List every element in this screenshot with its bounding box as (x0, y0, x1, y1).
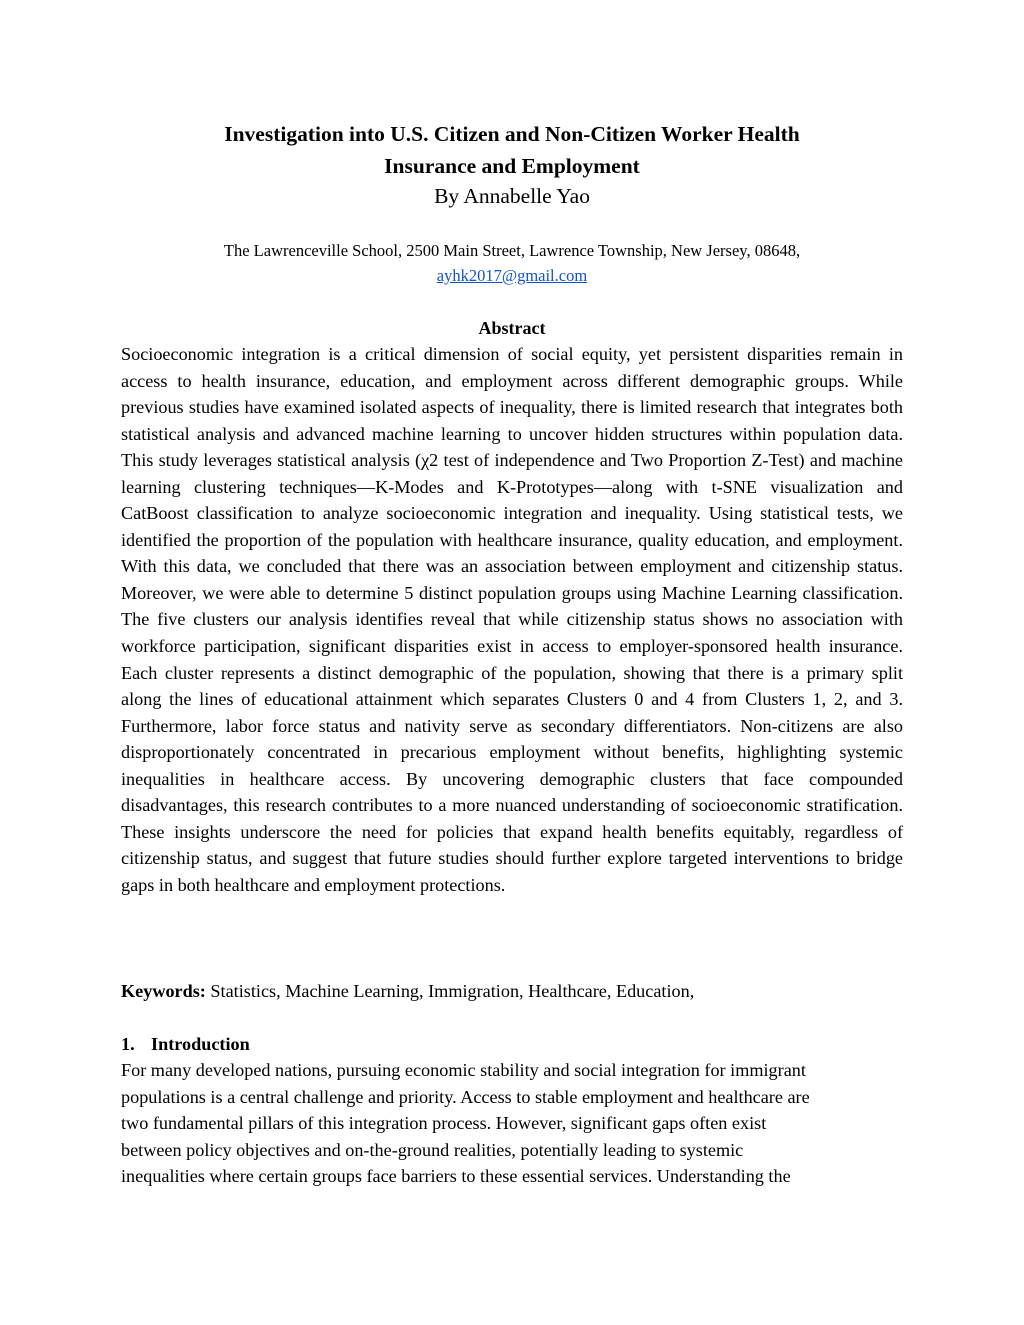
author-email-link[interactable]: ayhk2017@gmail.com (436, 266, 588, 285)
section-title: Introduction (151, 1034, 250, 1054)
affiliation-block (121, 238, 903, 288)
affiliation-text: The Lawrenceville School, 2500 Main Street, Lawrence Township, New Jersey, 08648, (223, 241, 801, 260)
author-byline: By Annabelle Yao (434, 184, 590, 208)
paper-title (121, 118, 903, 182)
keywords-line (121, 978, 903, 1004)
keywords-text: Statistics, Machine Learning, Immigration, Healthcare, Education, (210, 981, 695, 1001)
intro-line: inequalities where certain groups face barriers to these essential services. Understanding the (121, 1166, 791, 1187)
intro-line: populations is a central challenge and priority. Access to stable employment and healthcare are (121, 1086, 810, 1107)
introduction-text (121, 1057, 903, 1190)
title-line-2: Insurance and Employment (384, 154, 640, 178)
section-number: 1. (121, 1034, 135, 1054)
abstract-text: Socioeconomic integration is a critical dimension of social equity, yet persistent disparities remain in access to health insurance, education, and employment across different demographic groups. While previous studies have examined isolated aspects of inequality, there is limited research that integrates both statistical analysis and advanced machine learning to uncover hidden structures within population data. This study leverages statistical analysis (χ2 test of independence and Two Proportion Z-Test) and machine learning clustering techniques—K-Modes and K-Prototypes—along with t-SNE visualization and CatBoost classification to analyze socioeconomic integration and inequality. Using statistical tests, we identified the proportion of the population with healthcare insurance, quality education, and employment. With this data, we concluded that there was an association between employment and citizenship status. Moreover, we were able to determine 5 distinct population groups using Machine Learning classification. The five clusters our analysis identifies reveal that while citizenship status shows no association with workforce participation, significant disparities exist in access to employer-sponsored health insurance. Each cluster represents a distinct demographic of the population, showing that there is a primary split along the lines of educational attainment which separates Clusters 0 and 4 from Clusters 1, 2, and 3. Furthermore, labor force status and nativity serve as secondary differentiators. Non-citizens are also disproportionately concentrated in precarious employment without benefits, highlighting systemic inequalities in healthcare access. By uncovering demographic clusters that face compounded disadvantages, this research contributes to a more nuanced understanding of socioeconomic stratification. These insights underscore the need for policies that expand health benefits equitably, regardless of citizenship status, and suggest that future studies should further explore targeted interventions to bridge gaps in both healthcare and employment protections. (121, 344, 903, 895)
abstract-heading: Abstract (478, 318, 546, 338)
title-line-1: Investigation into U.S. Citizen and Non-Citizen Worker Health (224, 122, 800, 146)
keywords-label: Keywords: (121, 981, 206, 1001)
intro-line: two fundamental pillars of this integration process. However, significant gaps often exist (121, 1113, 767, 1134)
intro-line: For many developed nations, pursuing economic stability and social integration for immigrant (121, 1060, 806, 1080)
intro-line: between policy objectives and on-the-ground realities, potentially leading to systemic (121, 1139, 744, 1160)
section-heading-introduction (121, 1031, 903, 1057)
